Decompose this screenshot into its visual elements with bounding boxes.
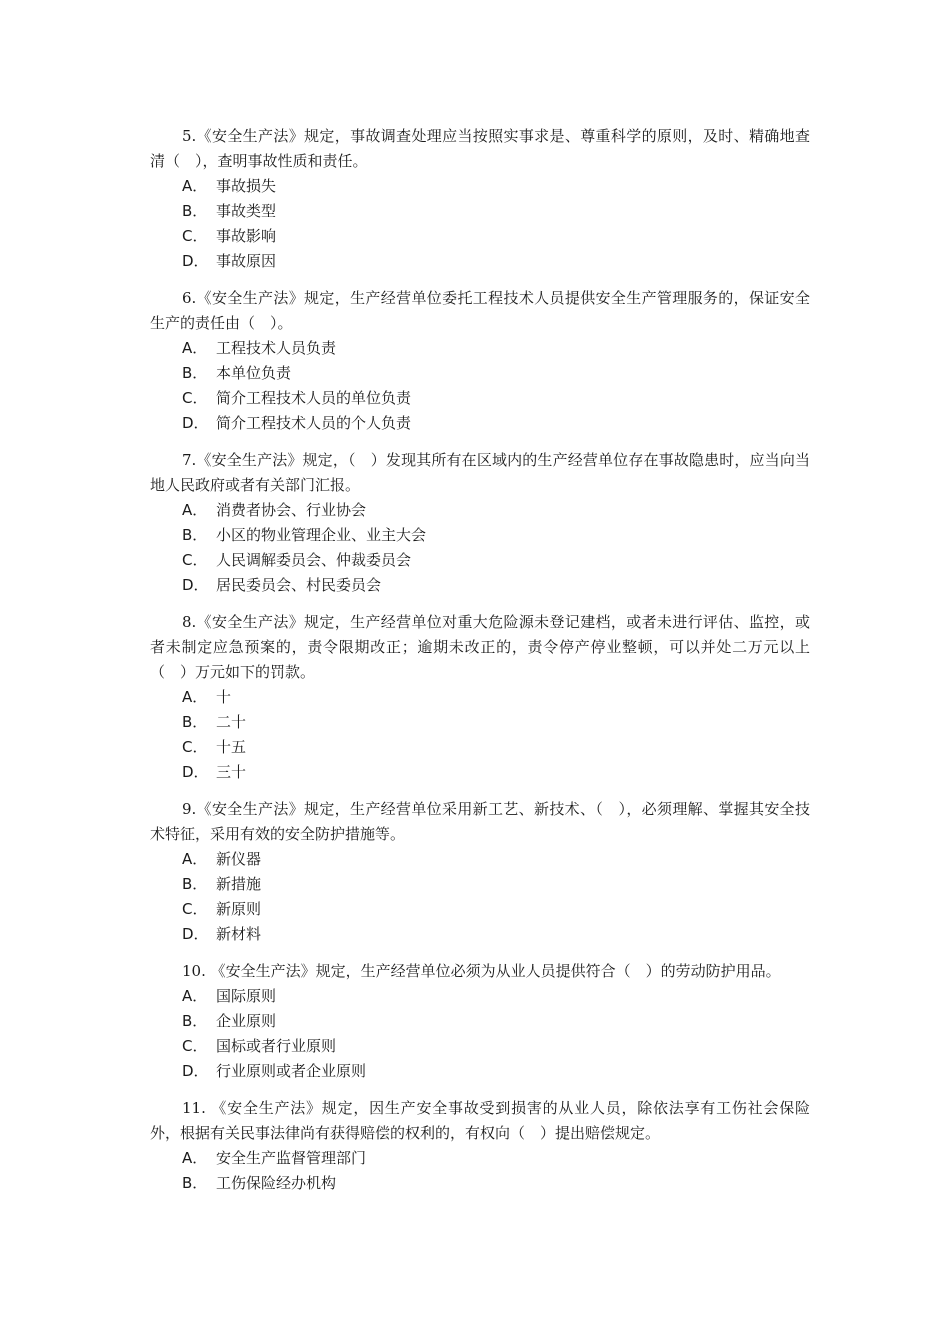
option-letter: D． — [182, 763, 209, 781]
option-b — [150, 361, 810, 386]
option-letter: D． — [182, 252, 209, 270]
option-text: 小区的物业管理企业、业主大会 — [216, 526, 427, 544]
option-d — [150, 249, 810, 274]
option-text: 行业原则或者企业原则 — [216, 1062, 367, 1080]
question-11 — [150, 1096, 810, 1196]
option-text: 三十 — [216, 763, 247, 781]
option-text: 事故原因 — [216, 252, 277, 270]
question-6 — [150, 286, 810, 436]
options-list — [150, 174, 810, 274]
option-a — [150, 984, 810, 1009]
option-b — [150, 710, 810, 735]
option-letter: C． — [182, 551, 208, 569]
option-text: 国标或者行业原则 — [216, 1037, 337, 1055]
option-b — [150, 523, 810, 548]
option-letter: C． — [182, 389, 208, 407]
option-text: 事故类型 — [216, 202, 277, 220]
option-letter: A． — [182, 987, 208, 1005]
options-list — [150, 498, 810, 598]
option-c — [150, 548, 810, 573]
options-list — [150, 984, 810, 1084]
option-text: 新措施 — [216, 875, 262, 893]
option-letter: A． — [182, 1149, 208, 1167]
option-letter: A． — [182, 177, 208, 195]
option-letter: C． — [182, 738, 208, 756]
option-text: 工伤保险经办机构 — [216, 1174, 337, 1192]
option-text: 十 — [216, 688, 232, 706]
option-letter: C． — [182, 227, 208, 245]
option-d — [150, 411, 810, 436]
option-text: 居民委员会、村民委员会 — [216, 576, 382, 594]
question-text: 5.《安全生产法》规定，事故调查处理应当按照实事求是、尊重科学的原则，及时、精确地查清（ ），查明事故性质和责任。 — [150, 127, 810, 170]
options-list — [150, 847, 810, 947]
option-c — [150, 224, 810, 249]
options-list — [150, 1146, 810, 1196]
question-5 — [150, 124, 810, 274]
option-letter: C． — [182, 1037, 208, 1055]
option-c — [150, 897, 810, 922]
option-letter: C． — [182, 900, 208, 918]
option-letter: B． — [182, 713, 208, 731]
option-text: 十五 — [216, 738, 247, 756]
option-a — [150, 174, 810, 199]
option-letter: A． — [182, 501, 208, 519]
option-a — [150, 498, 810, 523]
option-text: 新原则 — [216, 900, 262, 918]
option-letter: D． — [182, 414, 209, 432]
option-c — [150, 386, 810, 411]
option-text: 二十 — [216, 713, 247, 731]
option-a — [150, 685, 810, 710]
option-text: 本单位负责 — [216, 364, 292, 382]
option-text: 事故影响 — [216, 227, 277, 245]
option-text: 简介工程技术人员的个人负责 — [216, 414, 412, 432]
option-b — [150, 199, 810, 224]
option-b — [150, 1171, 810, 1196]
option-d — [150, 573, 810, 598]
option-letter: D． — [182, 925, 209, 943]
option-text: 事故损失 — [216, 177, 277, 195]
question-text: 11. 《安全生产法》规定，因生产安全事故受到损害的从业人员，除依法享有工伤社会保险外，根据有关民事法律尚有获得赔偿的权利的，有权向（ ）提出赔偿规定。 — [150, 1099, 810, 1142]
option-text: 消费者协会、行业协会 — [216, 501, 367, 519]
option-d — [150, 760, 810, 785]
option-d — [150, 1059, 810, 1084]
option-c — [150, 735, 810, 760]
option-a — [150, 336, 810, 361]
option-letter: D． — [182, 576, 209, 594]
option-letter: D． — [182, 1062, 209, 1080]
option-text: 简介工程技术人员的单位负责 — [216, 389, 412, 407]
option-text: 国际原则 — [216, 987, 277, 1005]
option-a — [150, 847, 810, 872]
question-text: 10. 《安全生产法》规定，生产经营单位必须为从业人员提供符合（ ）的劳动防护用品。 — [182, 962, 781, 980]
option-letter: A． — [182, 688, 208, 706]
option-b — [150, 872, 810, 897]
question-text: 6.《安全生产法》规定，生产经营单位委托工程技术人员提供安全生产管理服务的，保证安全生产的责任由（ ）。 — [150, 289, 810, 332]
document-page — [150, 124, 810, 1208]
option-b — [150, 1009, 810, 1034]
question-10 — [150, 959, 810, 1084]
option-text: 安全生产监督管理部门 — [216, 1149, 367, 1167]
question-text: 8.《安全生产法》规定，生产经营单位对重大危险源未登记建档，或者未进行评估、监控，或者未制定应急预案的，责令限期改正；逾期未改正的，责令停产停业整顿，可以并处二万元以上（ ）万元如下的罚款。 — [150, 613, 810, 681]
option-letter: A． — [182, 339, 208, 357]
option-letter: B． — [182, 875, 208, 893]
question-text: 7.《安全生产法》规定，（ ）发现其所有在区域内的生产经营单位存在事故隐患时，应当向当地人民政府或者有关部门汇报。 — [150, 451, 810, 494]
option-letter: B． — [182, 1174, 208, 1192]
question-9 — [150, 797, 810, 947]
option-letter: B． — [182, 202, 208, 220]
option-letter: B． — [182, 364, 208, 382]
option-text: 新仪器 — [216, 850, 262, 868]
options-list — [150, 336, 810, 436]
option-text: 工程技术人员负责 — [216, 339, 337, 357]
question-8 — [150, 610, 810, 785]
option-d — [150, 922, 810, 947]
option-letter: A． — [182, 850, 208, 868]
question-text: 9.《安全生产法》规定，生产经营单位采用新工艺、新技术、（ ），必须理解、掌握其安全技术特征，采用有效的安全防护措施等。 — [150, 800, 810, 843]
option-text: 新材料 — [216, 925, 262, 943]
option-letter: B． — [182, 1012, 208, 1030]
option-text: 企业原则 — [216, 1012, 277, 1030]
question-7 — [150, 448, 810, 598]
options-list — [150, 685, 810, 785]
option-letter: B． — [182, 526, 208, 544]
option-a — [150, 1146, 810, 1171]
option-c — [150, 1034, 810, 1059]
option-text: 人民调解委员会、仲裁委员会 — [216, 551, 412, 569]
